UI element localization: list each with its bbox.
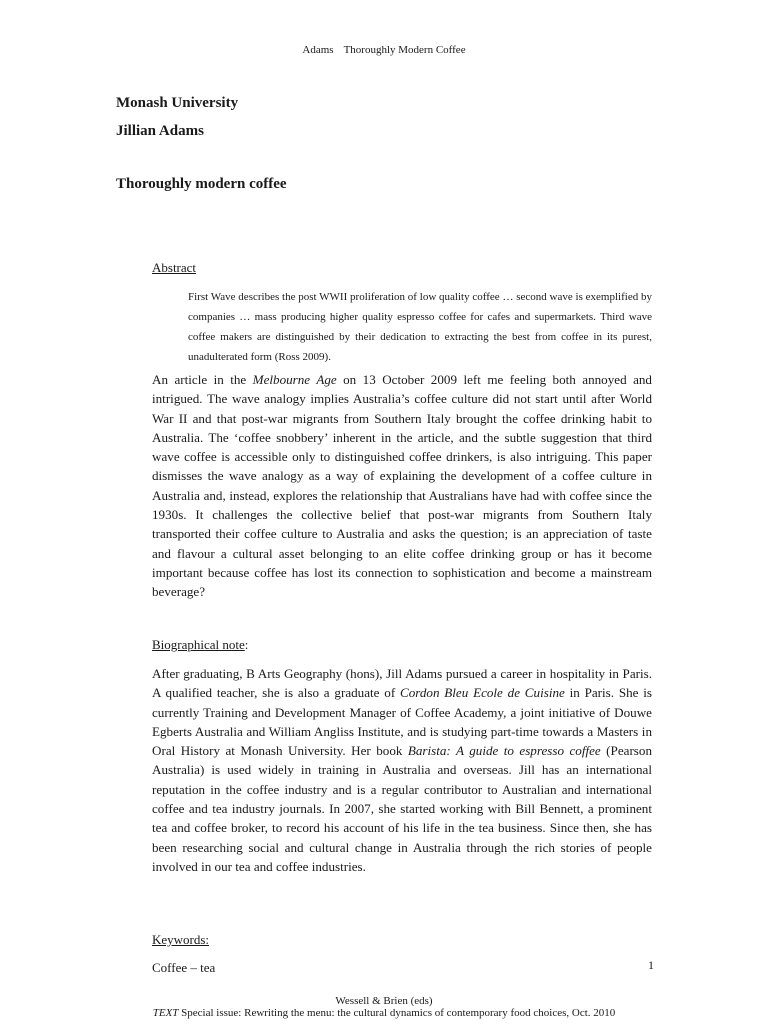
bio-paragraph — [152, 664, 652, 876]
bio-text-3: (Pearson Australia) is used widely in training in Australia and overseas. Jill has an international reputation in the coffee industry and is a regular contributor to Australian and international coffee and tea industry journals. In 2007, she started working with Bill Bennett, a prominent tea and coffee broker, to record his account of his life in the tea business. Since then, she has been researching social and cultural change in Australia through the rich stories of people involved in our tea and coffee industries. — [152, 743, 653, 874]
bio-heading-line — [152, 637, 248, 653]
bio-italic-school: Cordon Bleu Ecole de Cuisine — [399, 685, 565, 701]
author-name: Jillian Adams — [116, 123, 204, 139]
bio-text-2: in Paris. She is currently Training and Development Manager of Coffee Academy, a joint initiative of Douwe Egberts Australia and William Angliss Institute, and is studying part-time towards a Masters in Oral History at Monash University. Her book — [152, 685, 652, 759]
institution: Monash University — [116, 95, 239, 111]
header-short-title: Thoroughly Modern Coffee — [343, 44, 466, 56]
abstract-quote: First Wave describes the post WWII proliferation of low quality coffee … second wave is exemplified by companies … mass producing higher quality espresso coffee for cafes and supermarkets. Third wave coffee makers are distinguished by their dedication to extracting the best from coffee in its purest, unadulterated form (Ross 2009). — [188, 291, 652, 363]
abstract-heading: Abstract — [152, 260, 197, 275]
bio-italic-book: Barista: A guide to espresso coffee — [407, 743, 601, 759]
abstract-text-1: An article in the — [152, 372, 253, 387]
bio-heading-colon: : — [244, 637, 249, 652]
footer-issue: Special issue: Rewriting the menu: the cultural dynamics of contemporary food choices, Oct. 2010 — [178, 1007, 616, 1019]
header-author: Adams — [302, 44, 334, 56]
footer-editors: Wessell & Brien (eds) — [335, 995, 433, 1007]
running-header — [0, 44, 768, 56]
paper-title: Thoroughly modern coffee — [116, 176, 287, 192]
abstract-text-2: on 13 October 2009 left me feeling both annoyed and intrigued. The wave analogy implies Australia’s coffee culture did not start until after World War II and that post-war migrants from Southern Italy brought the coffee drinking habit to Australia. The ‘coffee snobbery’ inherent in the article, and the subtle suggestion that third wave coffee is accessible only to distinguished coffee drinkers, is also intriguing. This paper dismisses the wave analogy as a way of explaining the development of a coffee culture in Australia and, instead, explores the relationship that Australians have had with coffee since the 1930s. It challenges the collective belief that post-war migrants from Southern Italy transported their coffee culture to Australia and asks the question; is an appreciation of taste and flavour a cultural asset belonging to an elite coffee drinking group or has it become important because coffee has lost its connection to sophistication and become a mainstream beverage? — [152, 372, 652, 600]
abstract-italic-source: Melbourne Age — [252, 372, 337, 387]
keywords-heading: Keywords: — [152, 932, 210, 947]
bio-text-1: After graduating, B Arts Geography (hons), Jill Adams pursued a career in hospitality in Paris. A qualified teacher, she is also a graduate of — [152, 666, 652, 701]
page-number: 1 — [648, 958, 654, 972]
bio-heading: Biographical note — [152, 637, 245, 652]
keywords-value: Coffee – tea — [152, 960, 216, 975]
abstract-paragraph — [152, 370, 652, 602]
footer-journal-line — [0, 1007, 768, 1019]
footer-journal-name: TEXT — [152, 1007, 179, 1019]
